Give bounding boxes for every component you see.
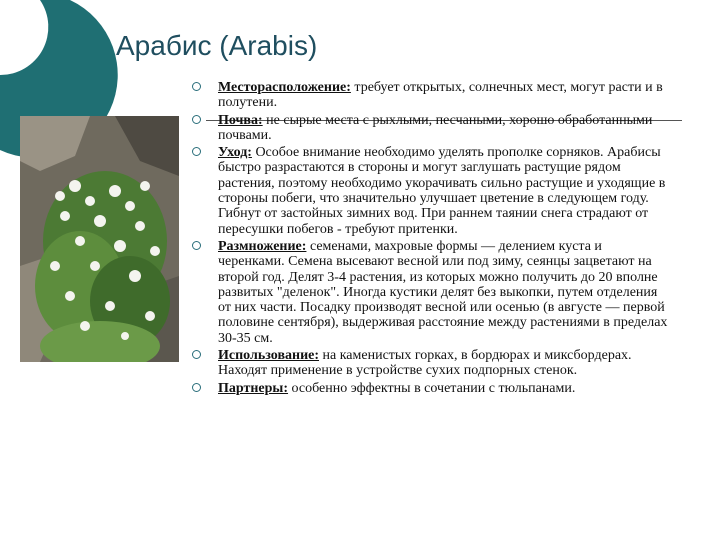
list-item-location (192, 80, 672, 111)
item-text: требует открытых, солнечных мест, могут расти и в полутени. (218, 80, 663, 111)
item-heading: Размножение: (218, 238, 307, 254)
arabis-plant-photo (20, 116, 179, 362)
bullet-circle-icon (192, 82, 201, 91)
item-text: особенно эффектны в сочетании с тюльпанами. (288, 380, 576, 396)
item-heading: Месторасположение: (218, 80, 351, 95)
list-item-usage (192, 348, 672, 379)
bullet-circle-icon (192, 383, 201, 392)
item-text: не сырые места с рыхлыми, песчаными, хорошо обработанными почвами. (218, 112, 653, 143)
item-heading: Партнеры: (218, 380, 289, 396)
bullet-circle-icon (192, 147, 201, 156)
list-item-partners (192, 381, 672, 396)
list-item-soil (192, 113, 672, 144)
item-text: семенами, махровые формы — делением куста и черенками. Семена высевают весной или под зиму, сеянцы зацветают на второй год. Делят 3-4 растения, из которых можно получить до 20 вполне развитых "деленок". Иногда кустики делят без выкопки, путем отделения от них части. Посадку производят весной или осенью (в августе — первой половине сентября), выдерживая расстояние между растениями в пределах 30-35 см. (218, 238, 668, 346)
item-heading: Использование: (218, 348, 320, 364)
item-heading: Почва: (218, 112, 263, 128)
item-text: на каменистых горках, в бордюрах и миксбордерах. Находят применение в устройстве сухих подпорных стенок. (218, 348, 632, 379)
list-item-care (192, 145, 672, 237)
bullet-circle-icon (192, 241, 201, 250)
item-heading: Уход: (218, 145, 252, 161)
bullet-circle-icon (192, 350, 201, 359)
bullet-circle-icon (192, 115, 201, 124)
list-item-propagation (192, 239, 672, 346)
item-text: Особое внимание необходимо уделять прополке сорняков. Арабисы быстро разрастаются в стороны и могут заглушать растущие рядом растения, поэтому необходимо укорачивать сильно растущие и уходящие в стороны побеги, что значительно улучшает цветение в следующем году. Гибнут от застойных зимних вод. При раннем таянии снега страдают от пересушки побегов - требуют притенки. (218, 145, 666, 237)
bullet-list (192, 80, 672, 396)
slide-title: Арабис (Arabis) (116, 30, 318, 61)
